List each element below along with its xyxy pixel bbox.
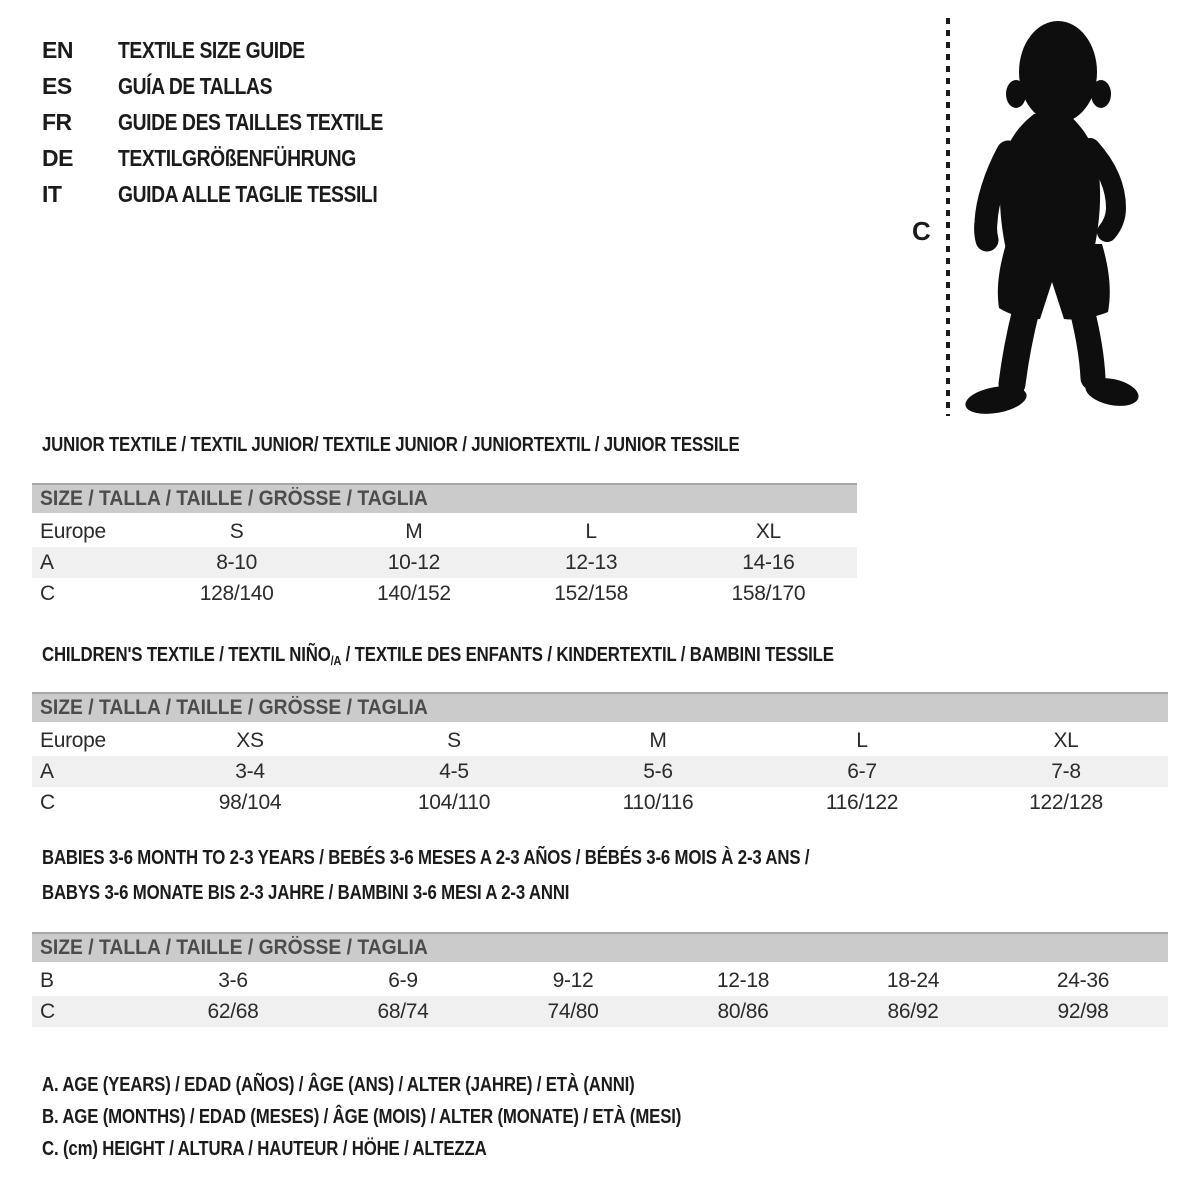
lang-code: EN <box>42 36 73 63</box>
junior-size-bar: SIZE / TALLA / TAILLE / GRÖSSE / TAGLIA <box>32 483 857 513</box>
measure-label-c: C <box>912 216 931 246</box>
table-cell: 122/128 <box>1029 790 1103 814</box>
table-row <box>32 965 1168 996</box>
babies-table-block <box>32 932 1168 1027</box>
table-cell: 12-13 <box>565 550 618 574</box>
row-label: C <box>40 581 55 605</box>
lang-row-fr <box>42 104 434 140</box>
table-cell: 80/86 <box>717 999 769 1023</box>
toddler-silhouette-icon <box>962 16 1140 418</box>
table-cell: 18-24 <box>886 968 940 992</box>
table-cell: 5-6 <box>643 759 673 783</box>
table-cell: XL <box>1053 728 1079 752</box>
table-cell: 3-6 <box>218 968 248 992</box>
table-cell: S <box>229 519 244 543</box>
lang-row-es <box>42 68 434 104</box>
table-cell: 3-4 <box>235 759 265 783</box>
table-cell: 92/98 <box>1057 999 1109 1023</box>
table-cell: XS <box>236 728 264 752</box>
row-label: C <box>40 999 55 1023</box>
footnote-b: B. AGE (MONTHS) / EDAD (MESES) / ÂGE (MOIS) / ALTER (MONATE) / ETÀ (MESI) <box>42 1106 682 1128</box>
table-cell: 8-10 <box>216 550 258 574</box>
table-cell: L <box>856 728 868 752</box>
table-row <box>32 578 857 609</box>
table-row <box>32 516 857 547</box>
babies-section-title-line1: BABIES 3-6 MONTH TO 2-3 YEARS / BEBÉS 3-6 MESES A 2-3 AÑOS / BÉBÉS 3-6 MOIS À 2-3 ANS / <box>42 847 810 869</box>
row-label: B <box>40 968 54 992</box>
children-size-bar: SIZE / TALLA / TAILLE / GRÖSSE / TAGLIA <box>32 692 1168 722</box>
lang-row-de <box>42 140 434 176</box>
table-cell: 62/68 <box>207 999 259 1023</box>
guide-title-en: TEXTILE SIZE GUIDE <box>118 36 305 63</box>
table-cell: 116/122 <box>825 790 899 814</box>
table-cell: 6-7 <box>847 759 877 783</box>
lang-code: FR <box>42 108 72 135</box>
table-cell: XL <box>755 519 781 543</box>
table-cell: 68/74 <box>377 999 429 1023</box>
junior-size-table <box>32 516 857 609</box>
lang-row-it <box>42 176 434 212</box>
row-label: Europe <box>40 519 106 543</box>
babies-size-bar: SIZE / TALLA / TAILLE / GRÖSSE / TAGLIA <box>32 932 1168 962</box>
children-section-title: CHILDREN'S TEXTILE / TEXTIL $NIÑO_{/A}$ / TEXTILE DES ENFANTS / KINDERTEXTIL / BAMBINI TESSILE <box>42 644 834 668</box>
lang-row-en <box>42 32 434 68</box>
table-cell: 98/104 <box>218 790 282 814</box>
row-label: A <box>40 550 54 574</box>
junior-section-title: JUNIOR TEXTILE / TEXTIL JUNIOR/ TEXTILE JUNIOR / JUNIORTEXTIL / JUNIOR TESSILE <box>42 434 740 456</box>
guide-title-es: GUÍA DE TALLAS <box>118 72 273 99</box>
table-row <box>32 756 1168 787</box>
footnote-c: C. (cm) HEIGHT / ALTURA / HAUTEUR / HÖHE / ALTEZZA <box>42 1138 487 1160</box>
table-cell: 12-18 <box>716 968 770 992</box>
table-row <box>32 547 857 578</box>
table-cell: 104/110 <box>417 790 491 814</box>
junior-table-block <box>32 483 857 609</box>
table-cell: 9-12 <box>552 968 594 992</box>
table-cell: M <box>649 728 667 752</box>
table-row <box>32 787 1168 818</box>
table-cell: 110/116 <box>622 790 694 814</box>
lang-code: IT <box>42 180 62 207</box>
guide-title-fr: GUIDE DES TAILLES TEXTILE <box>118 108 384 135</box>
footnotes <box>42 1074 803 1170</box>
table-cell: L <box>585 519 597 543</box>
height-measure-line <box>946 18 950 416</box>
table-cell: 128/140 <box>199 581 274 605</box>
table-row <box>32 725 1168 756</box>
table-cell: M <box>405 519 423 543</box>
table-row <box>32 996 1168 1027</box>
row-label: A <box>40 759 54 783</box>
table-cell: 86/92 <box>887 999 939 1023</box>
lang-code: DE <box>42 144 73 171</box>
table-cell: 158/170 <box>731 581 806 605</box>
table-cell: 14-16 <box>742 550 795 574</box>
lang-code: ES <box>42 72 72 99</box>
children-size-table <box>32 725 1168 818</box>
row-label: Europe <box>40 728 106 752</box>
table-cell: 10-12 <box>387 550 440 574</box>
children-table-block <box>32 692 1168 818</box>
footnote-a: A. AGE (YEARS) / EDAD (AÑOS) / ÂGE (ANS) / ALTER (JAHRE) / ETÀ (ANNI) <box>42 1074 635 1096</box>
babies-size-table <box>32 965 1168 1027</box>
row-label: C <box>40 790 55 814</box>
table-cell: S <box>447 728 461 752</box>
table-cell: 24-36 <box>1056 968 1110 992</box>
table-cell: 74/80 <box>547 999 599 1023</box>
nino-a-subscript: /A <box>330 653 342 668</box>
language-header <box>42 32 434 212</box>
guide-title-de: TEXTILGRÖßENFÜHRUNG <box>118 144 356 171</box>
babies-section-title-line2: BABYS 3-6 MONATE BIS 2-3 JAHRE / BAMBINI 3-6 MESI A 2-3 ANNI <box>42 882 570 904</box>
table-cell: 4-5 <box>439 759 469 783</box>
table-cell: 6-9 <box>388 968 418 992</box>
table-cell: 7-8 <box>1051 759 1081 783</box>
table-cell: 140/152 <box>376 581 451 605</box>
guide-title-it: GUIDA ALLE TAGLIE TESSILI <box>118 180 378 207</box>
table-cell: 152/158 <box>554 581 629 605</box>
